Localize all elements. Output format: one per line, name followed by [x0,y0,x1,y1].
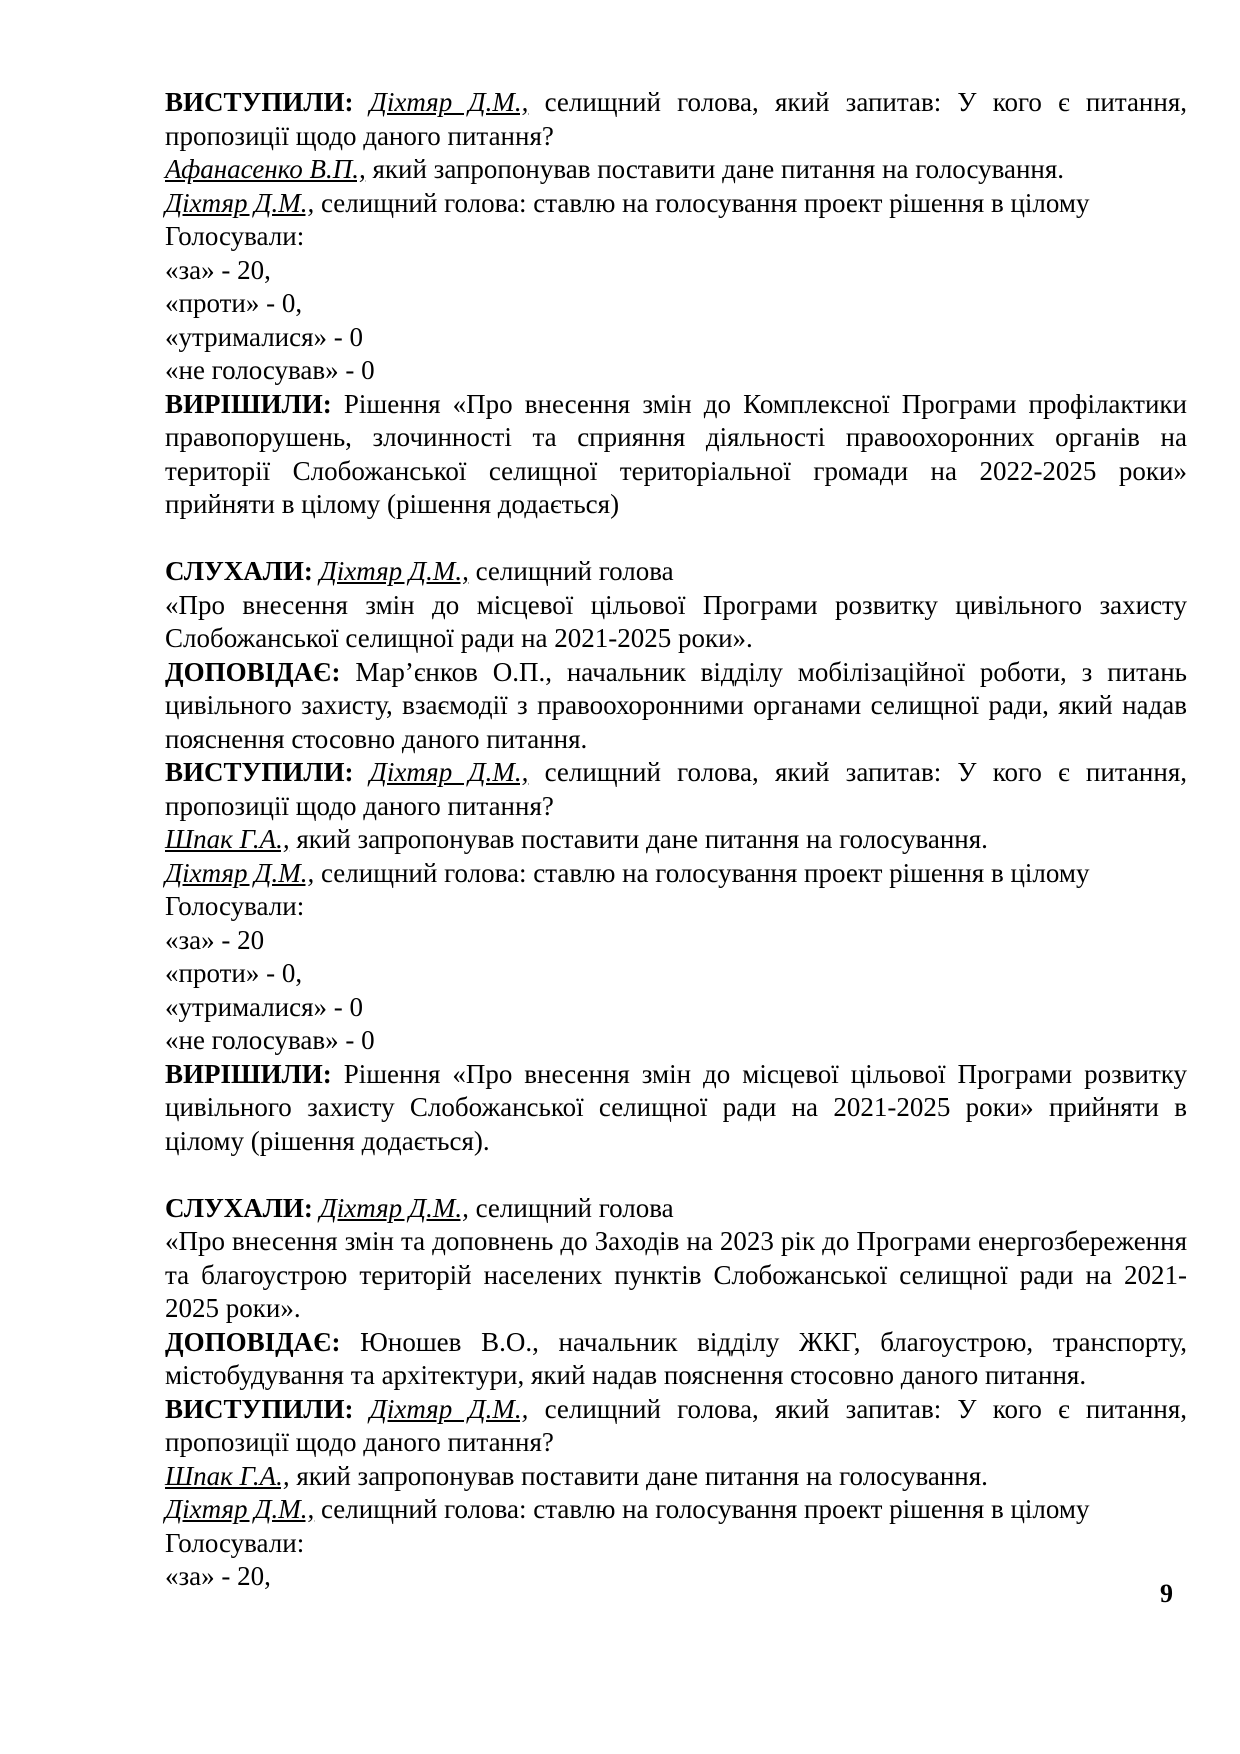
section-spacer [165,1158,1187,1192]
proposer-name: Шпак Г.А., [165,824,290,854]
dopovidaie-text: Юношев В.О., начальник відділу ЖКГ, благоустрою, транспорту, містобудування та архітектури, який надав пояснення стосовно даного питання. [165,1326,1187,1390]
vyrishyly-text: Рішення «Про внесення змін до Комплексної Програми профілактики правопорушень, злочинності та сприяння діяльності правоохоронних органів на території Слобожанської селищної територіальної громади на 2022-2025 роки» прийняти в цілому (рішення додається) [165,388,1187,519]
chair-name: Діхтяр Д.М., [165,187,315,218]
put-to-vote-text: селищний голова: ставлю на голосування проект рішення в цілому [314,857,1090,888]
sluhaly-text: селищний голова [468,1192,674,1223]
page-number: 9 [1160,1579,1173,1608]
sluhaly-label: СЛУХАЛИ: [165,556,313,586]
voted-label: Голосували: [165,1527,305,1558]
propose-paragraph [165,153,1187,187]
vystupyly-paragraph [165,756,1187,823]
vystupyly-label: ВИСТУПИЛИ: [165,87,354,117]
agenda-topic: «Про внесення змін до місцевої цільової Програми розвитку цивільного захисту Слобожанської селищної ради на 2021-2025 роки». [165,589,1187,653]
vote-not-voted: «не голосував» - 0 [165,1025,375,1055]
vystupyly-label: ВИСТУПИЛИ: [165,1393,354,1424]
vystupyly-text: селищний голова, який запитав: У кого є питання, пропозиції щодо даного питання? [165,87,1187,151]
vote-for: «за» - 20, [165,254,271,285]
put-to-vote-paragraph [165,187,1187,221]
vystupyly-text: селищний голова, який запитав: У кого є питання, пропозиції щодо даного питання? [165,1393,1187,1457]
proposer-name: Афанасенко В.П., [165,154,366,184]
vystupyly-paragraph [165,86,1187,153]
propose-paragraph [165,823,1187,857]
proposer-name: Шпак Г.А., [165,1460,290,1491]
sluhaly-paragraph [165,1192,1187,1226]
dopovidaie-paragraph [165,1326,1187,1393]
chair-name: Діхтяр Д.М., [165,1494,315,1524]
dopovidaie-label: ДОПОВІДАЄ: [165,1326,341,1357]
vote-against: «проти» - 0, [165,288,303,318]
vote-not-voted: «не голосував» - 0 [165,355,375,385]
vystupyly-text: селищний голова, який запитав: У кого є питання, пропозиції щодо даного питання? [165,757,1187,821]
vyrishyly-paragraph [165,388,1187,522]
voted-label: Голосували: [165,891,305,921]
put-to-vote-paragraph [165,1493,1187,1527]
vote-for: «за» - 20 [165,924,265,955]
speaker-name: Діхтяр Д.М., [319,556,469,586]
voted-label: Голосували: [165,221,305,251]
vystupyly-label: ВИСТУПИЛИ: [165,757,354,787]
dopovidaie-label: ДОПОВІДАЄ: [165,656,341,687]
vote-abstained: «утрималися» - 0 [165,321,364,352]
dopovidaie-paragraph [165,656,1187,757]
dopovidaie-text: Мар’єнков О.П., начальник відділу мобілізаційної роботи, з питань цивільного захисту, взаємодії з правоохоронними органами селищної ради, який надав пояснення стосовно даного питання. [165,656,1187,754]
section-spacer [165,522,1187,556]
vote-against: «проти» - 0, [165,958,303,988]
sluhaly-text: селищний голова [468,556,674,586]
propose-paragraph [165,1460,1187,1494]
sluhaly-label: СЛУХАЛИ: [165,1192,313,1223]
document-page [165,86,1187,1594]
put-to-vote-paragraph [165,857,1187,891]
propose-text: який запропонував поставити дане питання на голосування. [289,1460,988,1491]
vyrishyly-label: ВИРІШИЛИ: [165,388,332,419]
vystupyly-paragraph [165,1393,1187,1460]
vyrishyly-label: ВИРІШИЛИ: [165,1058,332,1089]
agenda-topic: «Про внесення змін та доповнень до Заходів на 2023 рік до Програми енергозбереження та благоустрою територій населених пунктів Слобожанської селищної ради на 2021-2025 роки». [165,1226,1187,1323]
speaker-name: Діхтяр Д.М., [369,1393,529,1424]
vyrishyly-paragraph [165,1058,1187,1159]
vote-for: «за» - 20, [165,1561,271,1591]
put-to-vote-text: селищний голова: ставлю на голосування проект рішення в цілому [314,187,1090,218]
put-to-vote-text: селищний голова: ставлю на голосування проект рішення в цілому [314,1494,1090,1524]
speaker-name: Діхтяр Д.М., [319,1192,469,1223]
vyrishyly-text: Рішення «Про внесення змін до місцевої цільової Програми розвитку цивільного захисту Слобожанської селищної ради на 2021-2025 роки» прийняти в цілому (рішення додається). [165,1058,1187,1156]
sluhaly-paragraph [165,555,1187,589]
speaker-name: Діхтяр Д.М., [369,87,529,117]
speaker-name: Діхтяр Д.М., [369,757,529,787]
chair-name: Діхтяр Д.М., [165,857,315,888]
propose-text: який запропонував поставити дане питання на голосування. [289,824,988,854]
propose-text: який запропонував поставити дане питання на голосування. [365,154,1065,184]
vote-abstained: «утрималися» - 0 [165,991,364,1022]
